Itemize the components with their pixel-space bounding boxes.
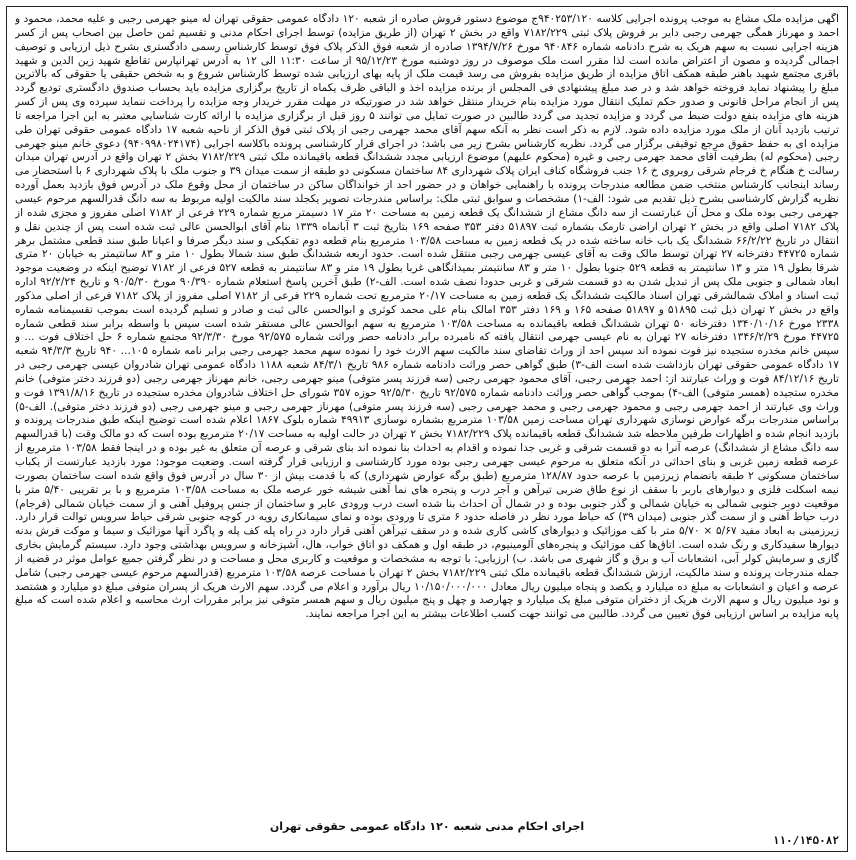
reference-code: ۱۱۰/۱۴۵۰۸۲ bbox=[772, 834, 839, 847]
issuer-signature: اجرای احکام مدنی شعبه ۱۲۰ دادگاه عمومی حقوقی تهران bbox=[269, 820, 585, 833]
notice-text: آگهی مزایده ملک مشاع به موجب پرونده اجرایی کلاسه ۹۴۰۲۵۳/۱۲۰ج موضوع دستور فروش صادره از شعبه ۱۲۰ دادگاه عمومی حقوقی تهران له مینو جهرمی رجبی و علیه محمد، محمود و احمد و مهرناز همگی جهرمی رجبی دایر بر فروش پلاک ثبتی ۷۱۸۲/۲۲۹ واقع در بخش ۲ تهران (از طریق مزایده) توسط اجرای احکام مدنی و تقسیم ثمن حاصل بین اصحاب پس از کسر هزینه اجرایی نسبت به سهم هریک به شرح دادنامه شماره ۹۴۰۸۴۶ مورخ ۱۳۹۴/۷/۲۶ صادره از شعبه فوق الذکر پلاک فوق توسط کارشناس رسمی دادگستری بشرح ذیل ارزیابی و توصیف اجمالی گردیده و مصون از اعتراض مانده است لذا مقرر است ملک موصوف در روز دوشنبه مورخ ۹۵/۱۲/۲۳ از ساعت ۱۱:۳۰ الی ۱۲ به آدرس تهرانپارس تقاطع شهید زین الدین و شهید باقری مجتمع شهید باهنر طبقه همکف اتاق مزایده از طریق مزایده بفروش می رسد قیمت ملک از پایه بهای ارزیابی شده توسط کارشناس شروع و به شخص حقیقی یا حقوقی که بالاترین مبلغ را پیشنهاد نماید فروخته خواهد شد و در صد مبلغ پیشنهادی فی المجلس از برنده مزایده اخذ و الباقی ظرف یکماه از تاریخ برگزاری مزایده باید بحساب صندوق دادگستری تودیع گردد پس از انجام مراحل قانونی و صدور حکم تملیک انتقال مورد مزایده بنام خریدار منتقل خواهد شد در صورتیکه در مهلت مقرر خریدار وجه مزایده را پرداخت ننماید سپرده وی پس از کسر هزینه های مزایده بنفع دولت ضبط می گردد و مزایده تجدید می گردد طالبین در صورت تمایل می توانند ۵ روز قبل از برگزاری مزایده با ارائه کارت شناسایی معتبر به این اجرا مراجعه تا ترتیب بازدید آنان از ملک مورد مزایده داده شود. لازم به ذکر است نظر به آنکه سهم آقای محمد جهرمی رجبی از پلاک ثبتی فوق الذکر از ناحیه شعبه ۱۷ دادگاه عمومی حقوقی تهران طی مزایده ای به حفظ حقوق مرجع توقیفی برگزار می گردد. نظریه کارشناس بشرح زیر می باشد: در اجرای قرار کارشناسی پرونده باکلاسه اجرایی (۹۴۰۹۹۸۰۲۴۱۷۴) دعوی خانم مینو جهرمی رجبی (محکوم له) بطرفیت آقای محمد جهرمی رجبی و غیره (محکوم علیهم) موضوع ارزیابی مجدد ششدانگ قطعه باقیمانده ملک ثبتی ۷۱۸۲/۲۲۹ بخش ۲ تهران واقع در آدرس تهران میدان رسالت خ هنگام خ فرجام شرقی روبروی خ ۱۶ جنب فروشگاه کناف ایران پلاک شهرداری ۸۴ ساختمان مسکونی دو طبقه از سمت میدان ۳۹ و جنوب ملک با پلاک شهرداری ۶ با استحضار می رساند اینجانب کارشناس منتخب ضمن مطالعه مندرجات پرونده با راهنمایی خواهان و در حضور احد از خوانداگان ساکن در ساختمان از محل وقوع ملک در آدرس فوق بازدید بعمل آورده نظریه گزارش کارشناسی بشرح ذیل تقدیم می شود: الف-۱) مشخصات و سوابق ثبتی ملک: براساس مندرجات تصویر یکجلد سند مالکیت اولیه مربوط به سه دانگ قدرالسهم مرحوم عیسی جهرمی رجبی بوده ملک و محل آن عبارتست از سه دانگ مشاع از ششدانگ یک قطعه زمین به مساحت ۲۰ متر ۱۷ دسیمتر مربع شماره ۲۲۹ فرعی از ۷۱۸۲ اصلی مفروز و مجزی شده از پلاک ۷۱۸۲ اصلی واقع در بخش ۲ تهران اراضی تارمک بشماره ثبت ۵۱۸۹۷ دفتر ۳۵۳ صفحه ۱۶۹ بتاریخ ثبت ۳ آبانماه ۱۳۳۹ بنام آقای ابوالحسن عالی ثبت شده است پس از چندین نقل و انتقال در تاریخ ۶۶/۲/۲۲ ششدانگ یک باب خانه ساخته شده در یک قطعه زمین به مساحت ۱۰۳/۵۸ مترمربع بنام قطعه دوم تفکیکی و سند دیگر صرفا و اعیانا طبق سند قطعی مشتمل برهر شماره ۴۴۷۲۵ دفترخانه ۲۷ تهران توسط مالک وقت به آقای عیسی جهرمی رجبی منتقل شده است. حدود اربعه ششدانگ طبق سند شمالا بطول ۱۰ متر و ۸۳ سانتیمتر به خیابان ۲۰ متری شرقا بطول ۱۹ متر و ۱۳ سانتیمتر به قطعه ۵۲۹ جنوبا بطول ۱۰ متر و ۸۳ سانتیمتر بمیدانگاهی غربا بطول ۱۹ متر و ۸۳ سانتیمتر به قطعه ۵۲۷ فرعی از ۷۱۸۲ توضیح اینکه در وضعیت موجود ابعاد شمالی و جنوبی ملک پس از تبدیل شدن به دو قسمت شرقی و غربی حدودا نصف شده است. الف-۲) طبق آخرین پاسخ استعلام شماره ۹۰/۳۹۰ مورخ ۹۰/۵/۳۰ و تاریخ ۹۲/۲/۲۴ اداره ثبت اسناد و املاک شمالشرقی تهران اسناد مالکیت ششدانگ یک قطعه زمین به مساحت ۲۰/۱۷ مترمربع تحت شماره ۲۲۹ فرعی از ۷۱۸۲ اصلی مفروز از پلاک ۷۱۸۲ فرعی از اصلی مذکور واقع در بخش ۲ تهران ذیل ثبت ۵۱۸۹۵ و ۵۱۸۹۷ صفحه ۱۶۵ و ۱۶۹ دفتر ۳۵۳ امالک بنام علی محمد کوثری و ابوالحسن عالی ثبت و صادر و تسلیم گردیده است بموجب تقسیمنامه شماره ۲۳۳۸ مورخ ۱۳۴۰/۱۰/۱۶ دفترخانه ۵۰ تهران ششدانگ قطعه باقیمانده به مساحت ۱۰۳/۵۸ مترمربع به سهم ابوالحسن عالی مستقر شده است سپس با واسطه برابر سند قطعی شماره ۴۴۷۲۵ مورخ ۱۳۴۶/۲/۲۹ دفترخانه ۲۷ تهران به نام عیسی جهرمی انتقال یافته که نامبرده برابر دادنامه حصر وراثت شماره ۹۲/۵۷۵ مورخ ۹۲/۳/۳۰ مجتمع شماره ۶ حل اختلاف فوت ... و سپس خانم مخدره ستجیده نیز فوت نموده اند سپس احد از وراث تقاضای سند مالکیت سهم الارث خود را نموده سهم محمد جهرمی رجبی برابر نامه شماره ۱۰۵... ۹۴۰ تاریخ ۹۴/۳/۳ شعبه ۱۷ دادگاه عمومی حقوقی تهران بازداشت شده است الف-۳) طبق گواهی حصر وراثت دادنامه شماره ۹۸۶ تاریخ ۸۴/۳/۱ شعبه ۱۱۸۸ دادگاه عمومی تهران شادروان عیسی جهرمی رجبی در تاریخ ۸۴/۱۲/۱۶ فوت و وراث عبارتند از: احمد جهرمی رجبی، آقای محمود جهرمی رجبی (سه فرزند پسر متوفی) مینو جهرمی رجبی، خانم مهرناز جهرمی رجبی (دو فرزند دختر متوفی) خانم مخدره ستجیده (همسر متوفی) الف-۴) بموجب گواهی حصر وراثت دادنامه شماره ۹۲/۵۷۵ تاریخ ۹۲/۵/۳۰ حوزه ۳۵۷ شورای حل اختلاف شادروان مخدره ستجیده در تاریخ ۱۳۹۱/۸/۱۶ فوت و وراث وی عبارتند از احمد جهرمی رجبی و محمود جهرمی رجبی و محمد جهرمی رجبی (سه فرزند پسر متوفی) مهرناز جهرمی رجبی و مینو جهرمی رجبی (دو فرزند دختر متوفی). الف-۵) براساس مندرجات برگه عوارض نوسازی شهرداری تهران مساحت زمین ۱۰۳/۵۸ مترمربع بشماره نوسازی ۴۹۹۱۳ شماره بلوک ۱۸۶۷ اعلام شده است توضیح اینکه طبق مندرجات پرونده و بازدید انجام شده و اظهارات طرفین ملاحظه شد ششدانگ قطعه باقیمانده پلاک ۷۱۸۲/۲۲۹ بخش ۲ تهران در حالت اولیه به مساحت ۲۰/۱۷ مترمربع بوده است که دو مالک وقت (با قدرالسهم سه دانگ مشاع از ششدانگ) عرصه آنرا به دو قسمت شرقی و غربی جدا نموده و اقدام به احداث بنا نموده اند بنای شرقی و عرصه آن متعلق به غیر بوده و در اینجا فقط ۱۰۳/۵۸ مترمربع از عرصه قطعه زمین غربی و بنای احداثی در آنکه متعلق به مرحوم عیسی جهرمی رجبی بوده مورد کارشناسی و ارزیابی قرار گرفته است. وضعیت موجود: مورد بازدید عبارتست از یکباب ساختمان مسکونی ۲ طبقه بانضمام زیرزمین با عرصه حدود ۱۲۸/۸۷ مترمربع (طبق برگه عوارض شهرداری) که با قدمت بیش از ۳۰ سال در آدرس فوق واقع شده است ساختمان بصورت نیمه اسکلت فلزی و دیوارهای باربر با سقف از نوع طاق ضربی تیرآهن و آجر درب و پنجره های نما آهنی شیشه خور عرصه ملک به مساحت ۱۰۳/۵۸ مترمربع و با بر تقریبی ۵/۴۰ متر با موقعیت دوبر جنوبی شمالی به خیابان شمالی و گذر جنوبی بوده و در شمال آن احداث بنا شده است درب ورودی عابر و ساختمان از جنس پروفیل آهنی و از سمت خیابان شمالی (فرجام) درب حیاط آهنی و از سمت گذر جنوبی (میدان ۳۹) که حیاط مورد نظر در فاصله حدود ۶ متری تا ورودی بوده و نمای سیمانکاری رویه در کوچه جنوبی شرقی حیاط سرویس توالت قرار دارد. زیرزمینی به ابعاد مفید ۵/۶۷ × ۵/۷۰ متر با کف موزائیک و دیوارهای کاشی کاری شده و در سقف تیرآهن آهنی قرار دارد در راه پله کف پله و پاگرد آنها موزائیک و سیما و موکت فرش بدنه دیوارها سفیدکاری و رنگ شده است. اتاق‌ها کف موزائیک و پنجره‌های آلومینیوم، در طبقه اول و همکف دو اتاق خواب، هال، آشپزخانه و سرویس بهداشتی وجود دارد. سیستم گرمایش بخاری گازی و سرمایش کولر آبی، انشعابات آب و برق و گاز شهری می باشد. ب) ارزیابی: با توجه به مشخصات و موقعیت و کاربری محل و مساحت و در نظر گرفتن جمیع عوامل موثر در قضیه از جمله مندرجات پرونده و سند مالکیت، ارزش ششدانگ قطعه باقیمانده ملک ثبتی ۷۱۸۲/۲۲۹ بخش ۲ تهران با مساحت عرصه ۱۰۳/۵۸ مترمربع (قدرالسهم مرحوم عیسی جهرمی رجبی) شامل عرصه و اعیان و انشعابات به مبلغ ده میلیارد و یکصد و پنجاه میلیون ریال معادل ۱۰/۱۵۰/۰۰۰/۰۰۰ ریال برآورد و اعلام می گردد. سهم الارث هریک از پسران متوفی مبلغ دو میلیارد و هشتصد و نود میلیون ریال و سهم الارث هریک از دختران متوفی مبلغ یک میلیارد و چهارصد و چهل و پنج میلیون ریال و سهم همسر متوفی نیز برابر مقررات ارث محاسبه و اعلام شده است که مبلغ پایه مزایده بر اساس ارزیابی فوق تعیین می گردد. طالبین می توانند جهت کسب اطلاعات بیشتر به این اجرا مراجعه نمایند. bbox=[15, 13, 839, 621]
notice-footer bbox=[15, 820, 839, 847]
notice-body bbox=[15, 13, 839, 819]
court-auction-notice bbox=[6, 6, 848, 852]
